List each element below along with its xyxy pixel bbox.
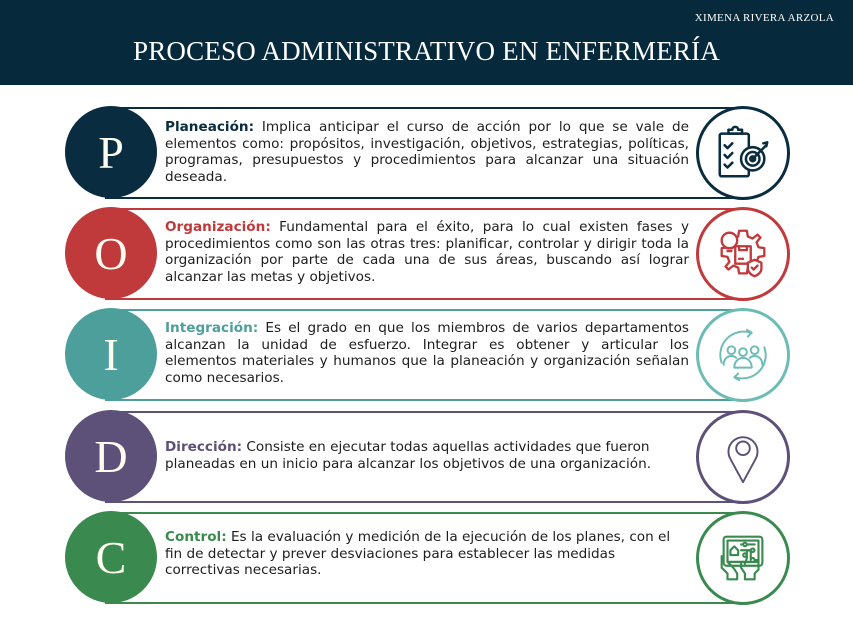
stage-description: Es la evaluación y medición de la ejecución de los planes, con el fin de detectar y prever desviaciones para establecer las medidas correctivas necesarias. [165,529,671,579]
letter-badge: D [65,410,157,502]
stage-term: Organización: [165,219,271,235]
location-pin-icon [696,410,790,504]
stage-organizacion [0,208,853,308]
stage-term: Integración: [165,320,259,336]
stage-text [165,119,689,185]
author-name: XIMENA RIVERA ARZOLA [694,12,834,24]
stage-term: Dirección: [165,439,243,455]
letter-badge: C [65,511,157,603]
letter-badge: O [65,207,157,299]
gear-bulb-box-icon [696,207,790,301]
stage-direccion [0,411,853,511]
stage-planeacion [0,107,853,207]
stage-term: Planeación: [165,119,255,135]
team-cycle-icon [696,308,790,402]
stage-description: Implica anticipar el curso de acción por lo que se vale de elementos como: propósitos, investigación, objetivos, estrategias, políticas, programas, presupuestos y procedimientos para alcanzar una situación deseada. [165,119,689,185]
stage-description: Fundamental para el éxito, para lo cual existen fases y procedimientos como son las otras tres: planificar, controlar y dirigir toda la organización por parte de cada una de sus áreas, buscando así lograr alcanzar las metas y objetivos. [165,219,689,285]
stage-text [165,529,689,579]
stage-text [165,219,689,285]
stage-description: Es el grado en que los miembros de varios departamentos alcanzan la unidad de esfuerzo. Integrar es obtener y articular los elementos materiales y humanos que la planeación y organización señalan como necesarios. [165,320,689,386]
clipboard-target-icon [696,106,790,200]
page-title: PROCESO ADMINISTRATIVO EN ENFERMERÍA [133,36,720,66]
letter-badge: P [65,106,157,198]
stage-term: Control: [165,529,227,545]
stage-text [165,320,689,386]
stage-control [0,512,853,612]
letter-badge: I [65,308,157,400]
tablet-control-icon [696,511,790,605]
header-banner [0,0,853,85]
stage-description: Consiste en ejecutar todas aquellas actividades que fueron planeadas en un inicio para alcanzar los objetivos de una organización. [165,439,652,472]
stage-text [165,439,689,472]
stage-integracion [0,309,853,409]
